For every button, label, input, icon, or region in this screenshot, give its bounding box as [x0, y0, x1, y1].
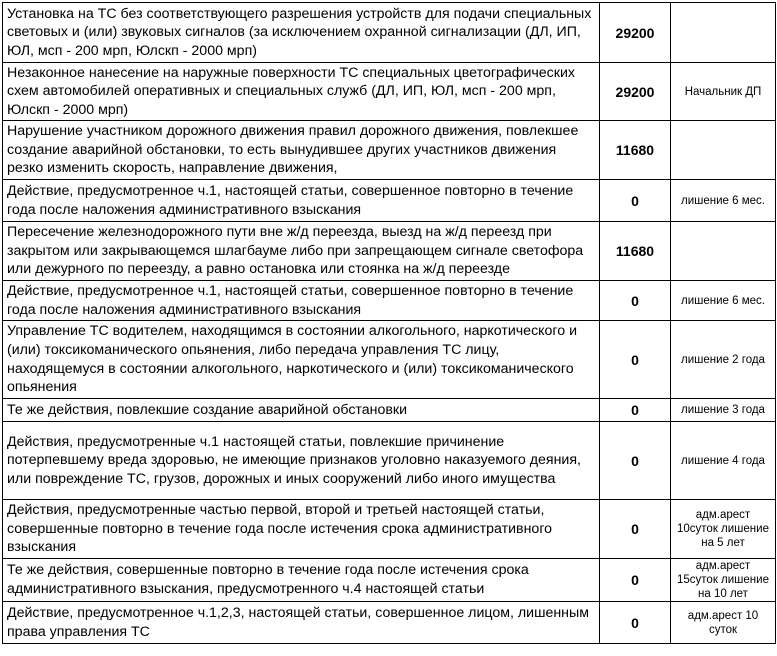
table-row: [3, 63, 776, 121]
violation-description: Действие, предусмотренное ч.1,2,3, настоящей статьи, совершенное лицом, лишенным права управления ТС: [3, 602, 600, 644]
penalty-note: лишение 3 года: [671, 399, 776, 422]
penalty-note: лишение 2 года: [671, 321, 776, 399]
table-row: [3, 281, 776, 321]
violation-description: Пересечение железнодорожного пути вне ж/д переезда, выезд на ж/д переезд при закрытом или закрывающемся шлагбауме либо при запрещающем сигнале светофора или дежурного по переезду, а равно остановка или стоянка на ж/д переезде: [3, 222, 600, 281]
table-row: [3, 399, 776, 422]
violation-description: Действия, предусмотренные ч.1 настоящей статьи, повлекшие причинение потерпевшему вреда здоровью, не имеющие признаков уголовно наказуемого деяния, или повреждение ТС, грузов, дорожных и иных сооружений либо иного имущества: [3, 422, 600, 500]
penalty-note: адм.арест 15суток лишение на 10 лет: [671, 559, 776, 602]
penalty-note: [671, 121, 776, 180]
violation-description: Действие, предусмотренное ч.1, настоящей статьи, совершенное повторно в течение года после наложения административного взыскания: [3, 180, 600, 222]
violation-description: Действия, предусмотренные частью первой, второй и третьей настоящей статьи, совершенные повторно в течение года после истечения срока административного взыскания: [3, 500, 600, 559]
violation-description: Установка на ТС без соответствующего разрешения устройств для подачи специальных световых и (или) звуковых сигналов (за исключением охранной сигнализации (ДЛ, ИП, ЮЛ, мсп - 200 мрп, Юлскп - 2000 мрп): [3, 3, 600, 63]
fine-amount: 29200: [600, 63, 671, 121]
table-row: [3, 422, 776, 500]
table-row: [3, 559, 776, 602]
violation-description: Управление ТС водителем, находящимся в состоянии алкогольного, наркотического и (или) токсикоманического опьянения, либо передача управления ТС лицу, находящемуся в состоянии алкогольного, наркотического и (или) токсикоманического опьянения: [3, 321, 600, 399]
penalty-note: [671, 3, 776, 63]
table-row: [3, 222, 776, 281]
fine-amount: 0: [600, 281, 671, 321]
violation-description: Те же действия, совершенные повторно в течение года после истечения срока административного взыскания, предусмотренного ч.4 настоящей статьи: [3, 559, 600, 602]
penalty-note: адм.арест 10суток лишение на 5 лет: [671, 500, 776, 559]
fine-amount: 11680: [600, 121, 671, 180]
table-row: [3, 180, 776, 222]
violation-description: Те же действия, повлекшие создание аварийной обстановки: [3, 399, 600, 422]
fine-amount: 11680: [600, 222, 671, 281]
penalty-note: [671, 222, 776, 281]
violation-description: Нарушение участником дорожного движения правил дорожного движения, повлекшее создание аварийной обстановки, то есть вынудившее других участников движения резко изменить скорость, направление движения,: [3, 121, 600, 180]
penalty-note: лишение 6 мес.: [671, 281, 776, 321]
fines-table: [2, 2, 776, 644]
penalty-note: лишение 6 мес.: [671, 180, 776, 222]
table-row: [3, 3, 776, 63]
table-row: [3, 500, 776, 559]
fine-amount: 0: [600, 422, 671, 500]
table-row: [3, 121, 776, 180]
fine-amount: 0: [600, 500, 671, 559]
fine-amount: 0: [600, 602, 671, 644]
fine-amount: 0: [600, 559, 671, 602]
table-row: [3, 321, 776, 399]
violation-description: Действие, предусмотренное ч.1, настоящей статьи, совершенное повторно в течение года после наложения административного взыскания: [3, 281, 600, 321]
fine-amount: 0: [600, 180, 671, 222]
violation-description: Незаконное нанесение на наружные поверхности ТС специальных цветографических схем автомобилей оперативных и специальных служб (ДЛ, ИП, ЮЛ, мсп - 200 мрп, Юлскп - 2000 мрп): [3, 63, 600, 121]
fine-amount: 0: [600, 321, 671, 399]
fine-amount: 0: [600, 399, 671, 422]
penalty-note: адм.арест 10 суток: [671, 602, 776, 644]
penalty-note: лишение 4 года: [671, 422, 776, 500]
table-row: [3, 602, 776, 644]
penalty-note: Начальник ДП: [671, 63, 776, 121]
fine-amount: 29200: [600, 3, 671, 63]
